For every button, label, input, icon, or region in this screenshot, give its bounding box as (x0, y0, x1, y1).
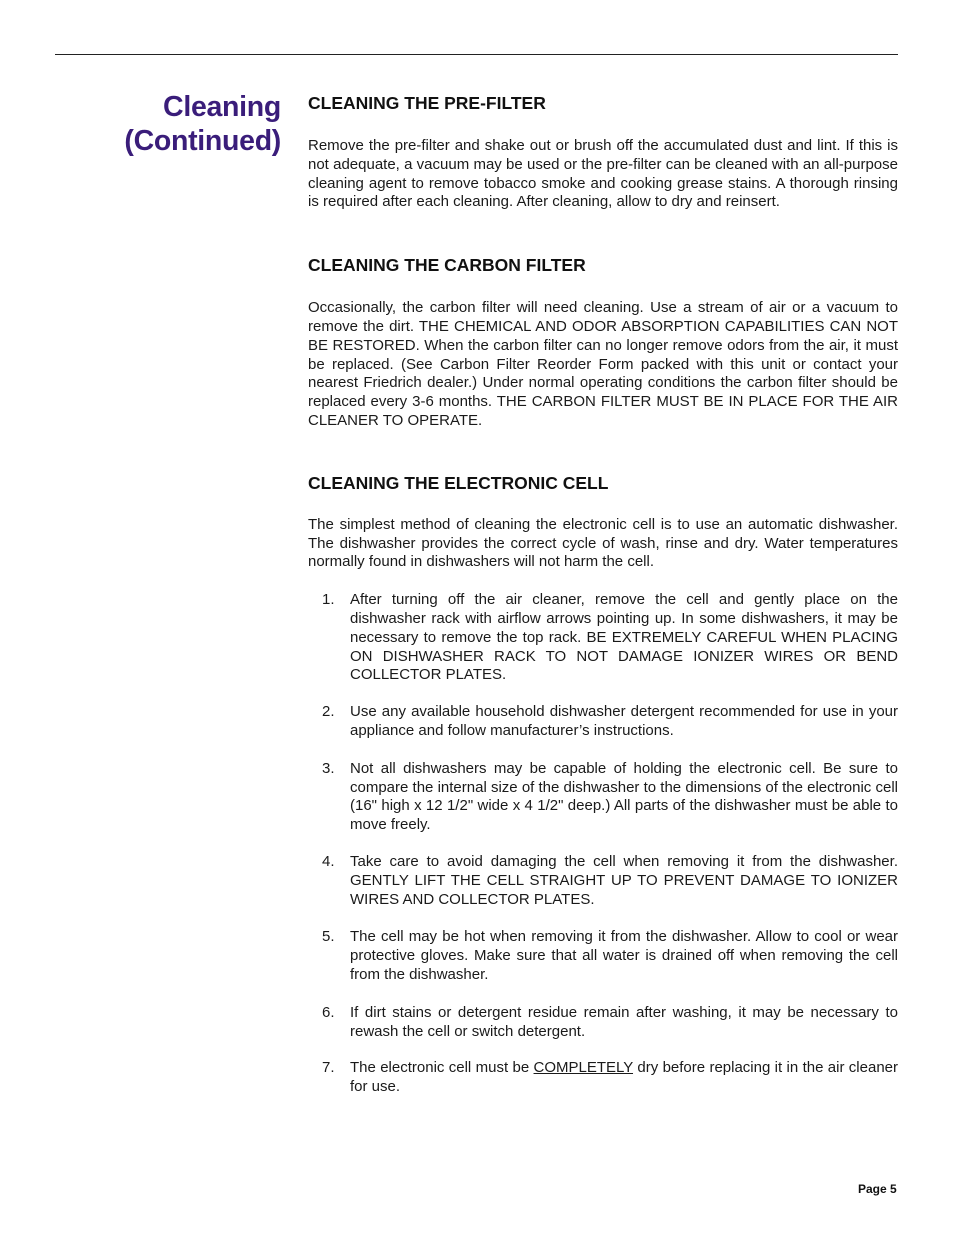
step-number: 5. (322, 928, 335, 946)
page-title-line1: Cleaning (163, 91, 281, 123)
step-text: If dirt stains or detergent residue remain after washing, it may be necessary to rewash the cell or switch detergent. (350, 1003, 898, 1040)
step-number: 6. (322, 1003, 335, 1021)
top-rule (55, 54, 898, 55)
list-item (308, 853, 898, 909)
list-item (308, 1059, 898, 1097)
step-text-before: The electronic cell must be (350, 1059, 534, 1077)
page-number: Page 5 (858, 1182, 897, 1196)
steps-list (308, 591, 898, 1097)
step-text: Use any available household dishwasher detergent recommended for use in your appliance and follow manufacturer’s instructions. (350, 703, 898, 739)
section-heading-electronic: CLEANING THE ELECTRONIC CELL (308, 472, 609, 493)
section-heading-carbon: CLEANING THE CARBON FILTER (308, 255, 586, 276)
step-text: Not all dishwashers may be capable of holding the electronic cell. Be sure to compare the internal size of the dishwasher to the dimensions of the electronic cell (16" high x 12 1/2" wide x 4 1/2" deep.) All parts of the dishwasher must be able to move freely. (350, 759, 898, 834)
page-title-line2: (Continued) (124, 125, 281, 157)
section-body-electronic: The simplest method of cleaning the electronic cell is to use an automatic dishwasher. The dishwasher provides the correct cycle of wash, rinse and dry. Water temperatures normally found in dishwashers will not harm the cell. (308, 515, 898, 571)
list-item (308, 1004, 898, 1042)
step-text: After turning off the air cleaner, remove the cell and gently place on the dishwasher rack with airflow arrows pointing up. In some dishwashers, it may be necessary to remove the top rack. BE EXTREMELY CAREFUL WHEN PLACING ON DISHWASHER RACK TO NOT DAMAGE IONIZER WIRES OR BEND COLLECTOR PLATES. (350, 591, 898, 684)
step-number: 1. (322, 591, 335, 609)
step-text: Take care to avoid damaging the cell when removing it from the dishwasher. GENTLY LIFT THE CELL STRAIGHT UP TO PREVENT DAMAGE TO IONIZER WIRES AND COLLECTOR PLATES. (350, 852, 898, 908)
step-number: 7. (322, 1059, 335, 1077)
page-title (100, 90, 281, 158)
step-number: 4. (322, 852, 335, 870)
step-text-emphasis: COMPLETELY (533, 1059, 634, 1077)
section-body-carbon: Occasionally, the carbon filter will need cleaning. Use a stream of air or a vacuum to remove the dirt. THE CHEMICAL AND ODOR ABSORPTION CAPABILITIES CAN NOT BE RESTORED. When the carbon filter can no longer remove odors from the air, it must be replaced. (See Carbon Filter Reorder Form packed with this unit or contact your nearest Friedrich dealer.) Under normal operating conditions the carbon filter should be replaced every 3-6 months. THE CARBON FILTER MUST BE IN PLACE FOR THE AIR CLEANER TO OPERATE. (308, 299, 898, 429)
list-item (308, 760, 898, 835)
step-text-after: dry before replacing it in the air cleaner for use. (350, 1059, 898, 1096)
step-text: The cell may be hot when removing it from the dishwasher. Allow to cool or wear protective gloves. Make sure that all water is drained off when removing the cell from the dishwasher. (350, 928, 898, 983)
list-item (308, 591, 898, 685)
main-content (308, 92, 898, 1097)
list-item (308, 928, 898, 984)
step-number: 2. (322, 703, 335, 721)
section-body-prefilter: Remove the pre-filter and shake out or brush off the accumulated dust and lint. If this is not adequate, a vacuum may be used or the pre-filter can be cleaned with an all-purpose cleaning agent to remove tobacco smoke and cooking grease stains. A thorough rinsing is required after each cleaning. After cleaning, allow to dry and reinsert. (308, 137, 898, 211)
list-item (308, 703, 898, 741)
step-number: 3. (322, 759, 335, 777)
section-heading-prefilter: CLEANING THE PRE-FILTER (308, 93, 546, 113)
